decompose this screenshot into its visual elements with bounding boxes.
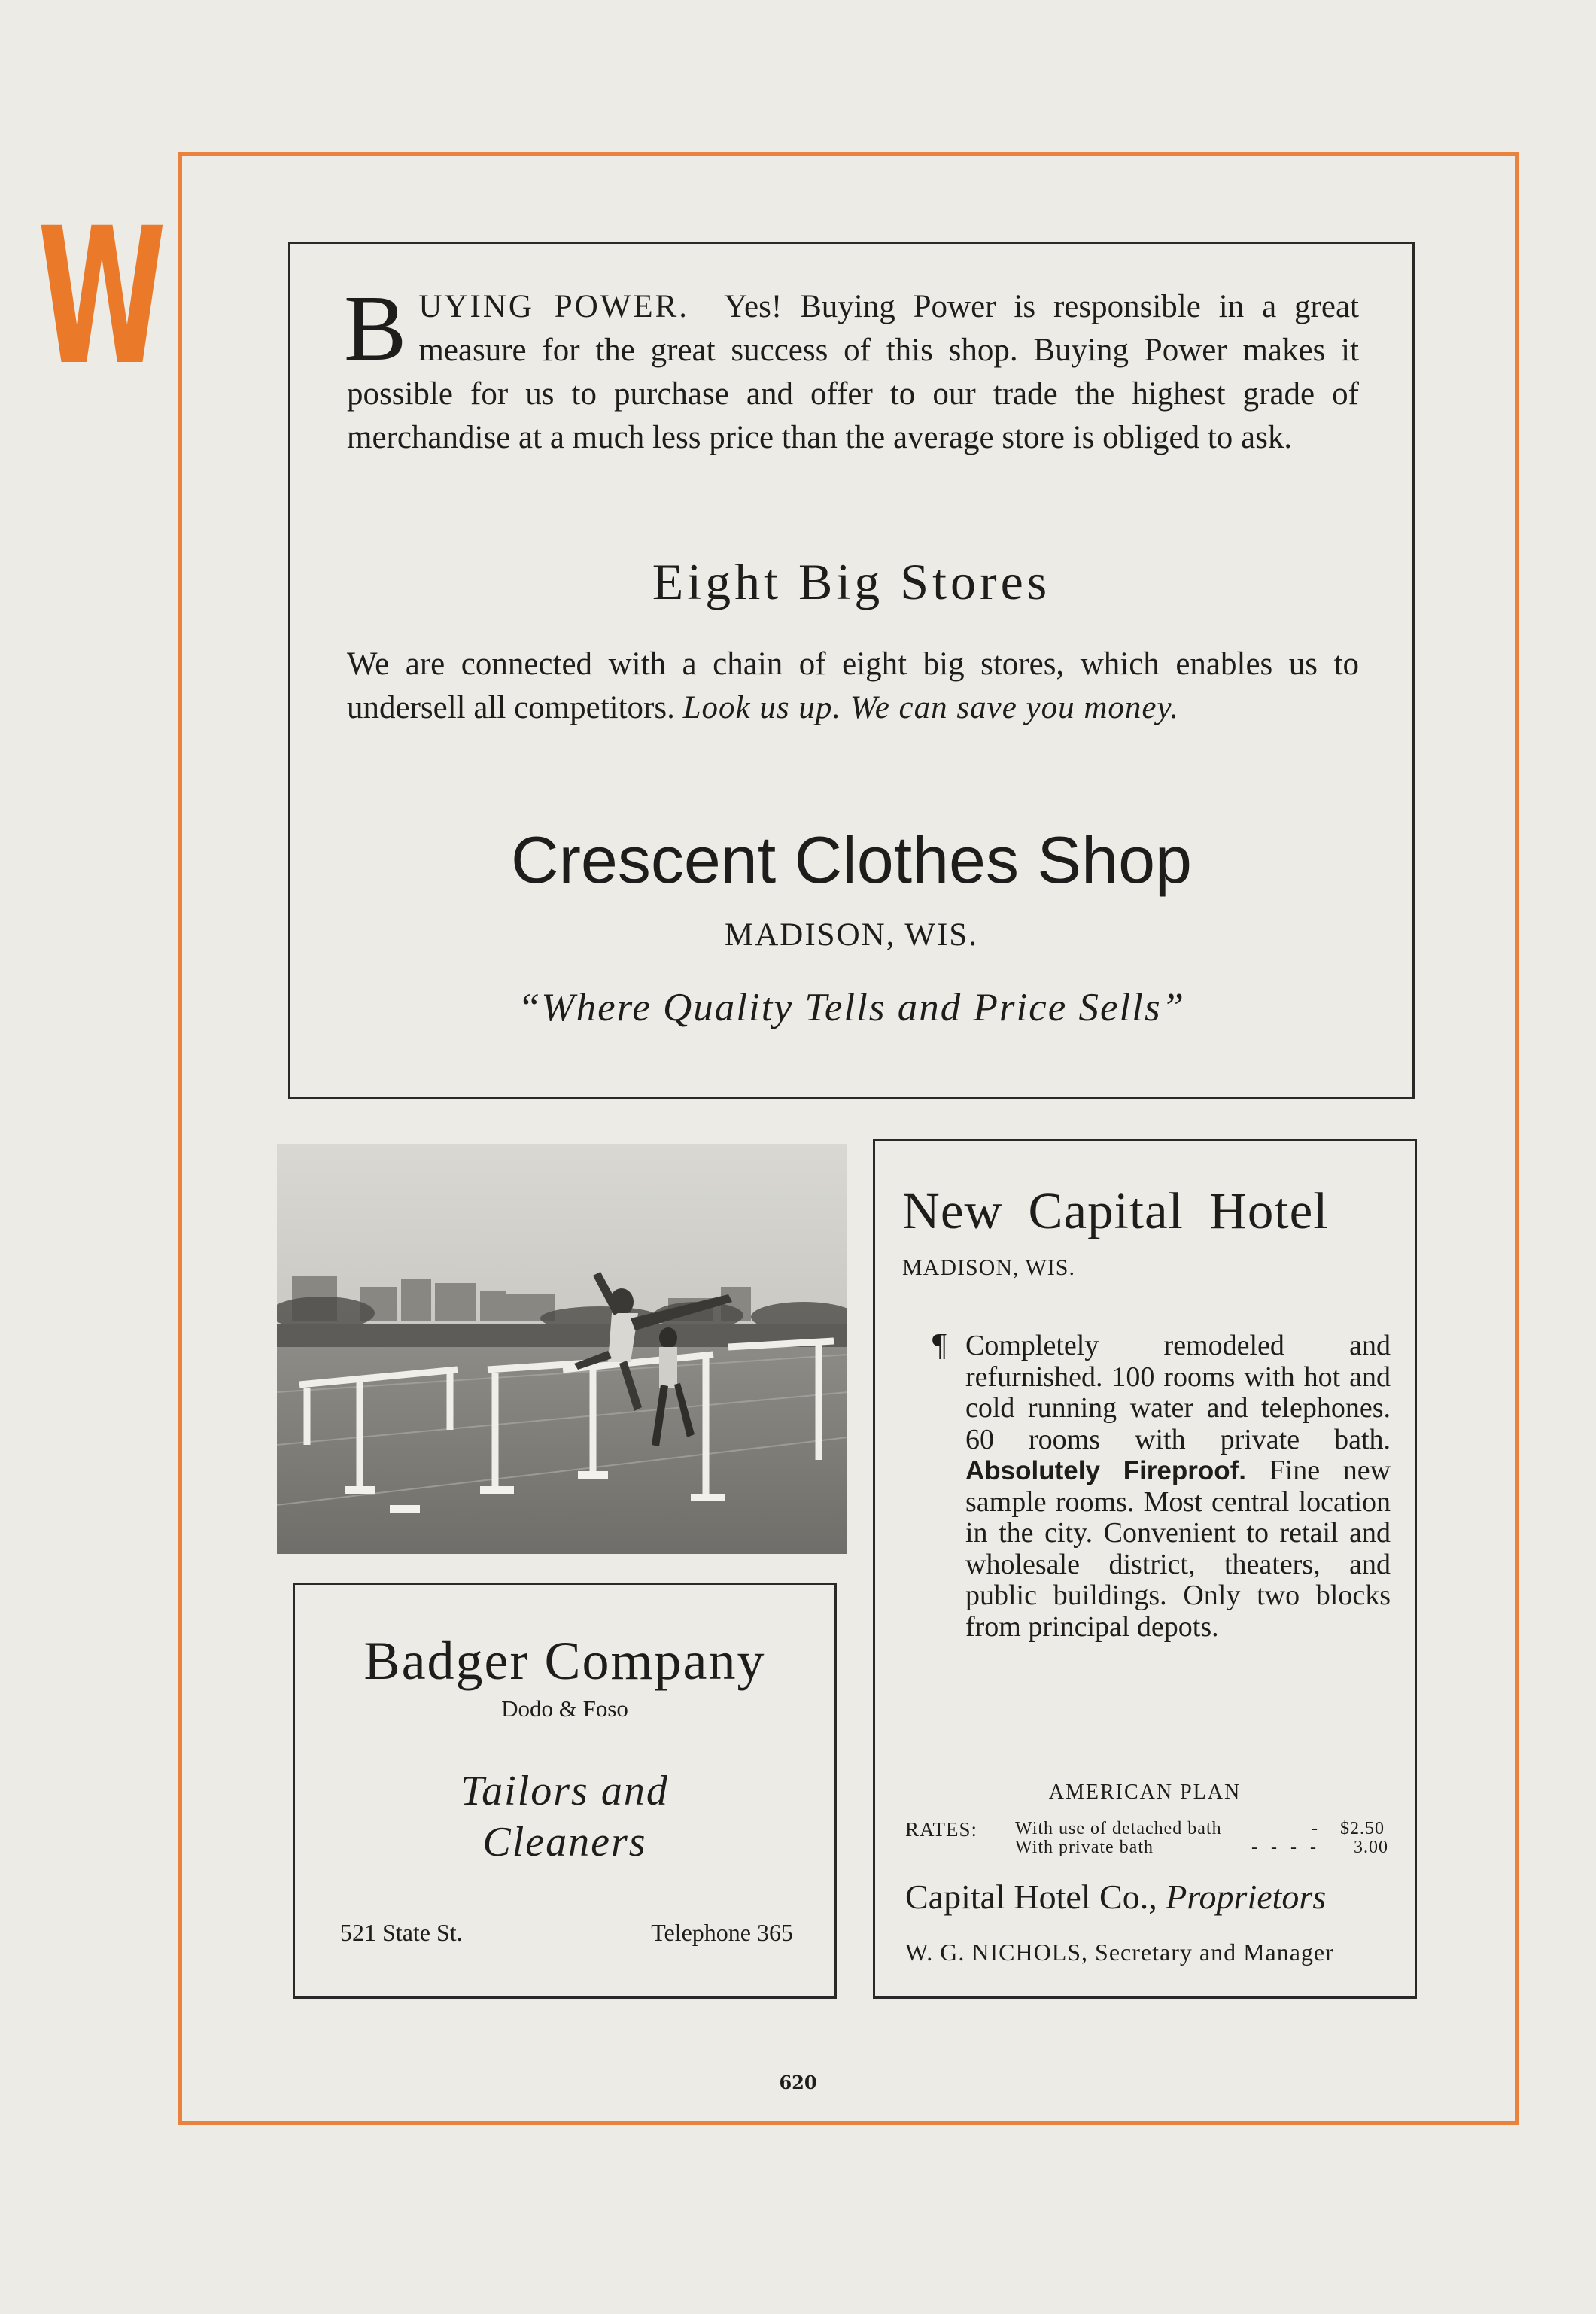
new-capital-hotel-ad	[873, 1139, 1417, 1999]
margin-letter-w: W	[38, 187, 164, 406]
hurdle-race-photo	[277, 1144, 847, 1554]
proprietors-name: Capital Hotel Co.,	[905, 1878, 1166, 1916]
hotel-city: MADISON, WIS.	[902, 1255, 1075, 1280]
hurdle-race-photo-icon	[277, 1144, 847, 1554]
pilcrow-icon: ¶	[932, 1328, 947, 1363]
description-part-1: Completely remodeled and refurnished. 100 rooms with hot and cold running water and telephones. 60 rooms with private bath.	[965, 1330, 1391, 1455]
description-part-2: Fine new sample rooms. Most central location in the city. Convenient to retail and wholesale district, theaters, and public buildings. Only two blocks from principal depots.	[965, 1455, 1391, 1643]
intro-text: Yes! Buying Power is responsible in a great measure for the great success of this shop. Buying Power makes it possible for us to purchase and offer to our trade the highest grade of merchandise at a much less price than the average store is obliged to ask.	[347, 289, 1359, 455]
rate-detached-bath-label: With use of detached bath	[1015, 1819, 1222, 1838]
lead-caps: UYING POWER.	[418, 289, 690, 324]
service-line-2: Cleaners	[482, 1819, 647, 1865]
rate-leader: -	[1312, 1819, 1318, 1838]
badger-company-ad	[293, 1583, 837, 1999]
company-phone: Telephone 365	[651, 1919, 793, 1946]
shop-city: MADISON, WIS.	[725, 917, 978, 953]
body-plain: We are connected with a chain of eight big stores, which enables us to undersell all competitors.	[347, 646, 1359, 725]
fireproof-text: Absolutely Fireproof.	[965, 1456, 1247, 1485]
page-number: 620	[779, 2072, 817, 2094]
company-owners: Dodo & Foso	[501, 1695, 628, 1722]
plan-heading: AMERICAN PLAN	[1048, 1780, 1242, 1804]
buying-power-paragraph	[344, 277, 1359, 460]
rate-private-bath-label: With private bath	[1015, 1838, 1154, 1857]
body-italic: Look us up. We can save you money.	[682, 690, 1179, 725]
crescent-clothes-ad	[288, 242, 1415, 1099]
shop-name: Crescent Clothes Shop	[511, 823, 1192, 897]
shop-slogan: “Where Quality Tells and Price Sells”	[517, 986, 1186, 1029]
company-name: Badger Company	[363, 1631, 766, 1691]
hotel-proprietors	[905, 1877, 1394, 1917]
eight-stores-heading: Eight Big Stores	[652, 553, 1051, 610]
hotel-description	[932, 1328, 1391, 1643]
hotel-manager: W. G. NICHOLS, Secretary and Manager	[905, 1938, 1334, 1966]
company-services	[295, 1765, 834, 1868]
rate-leader: - - - -	[1251, 1838, 1321, 1857]
drop-cap: B	[344, 277, 407, 381]
company-address: 521 State St.	[340, 1919, 463, 1946]
service-line-1: Tailors and	[461, 1768, 669, 1814]
eight-stores-paragraph	[347, 643, 1359, 730]
rates-label: RATES:	[905, 1818, 978, 1841]
rate-detached-bath-price: $2.50	[1340, 1819, 1385, 1838]
rate-private-bath-price: 3.00	[1354, 1838, 1388, 1857]
hotel-name: New Capital Hotel	[902, 1182, 1329, 1239]
proprietors-title: Proprietors	[1166, 1878, 1327, 1916]
